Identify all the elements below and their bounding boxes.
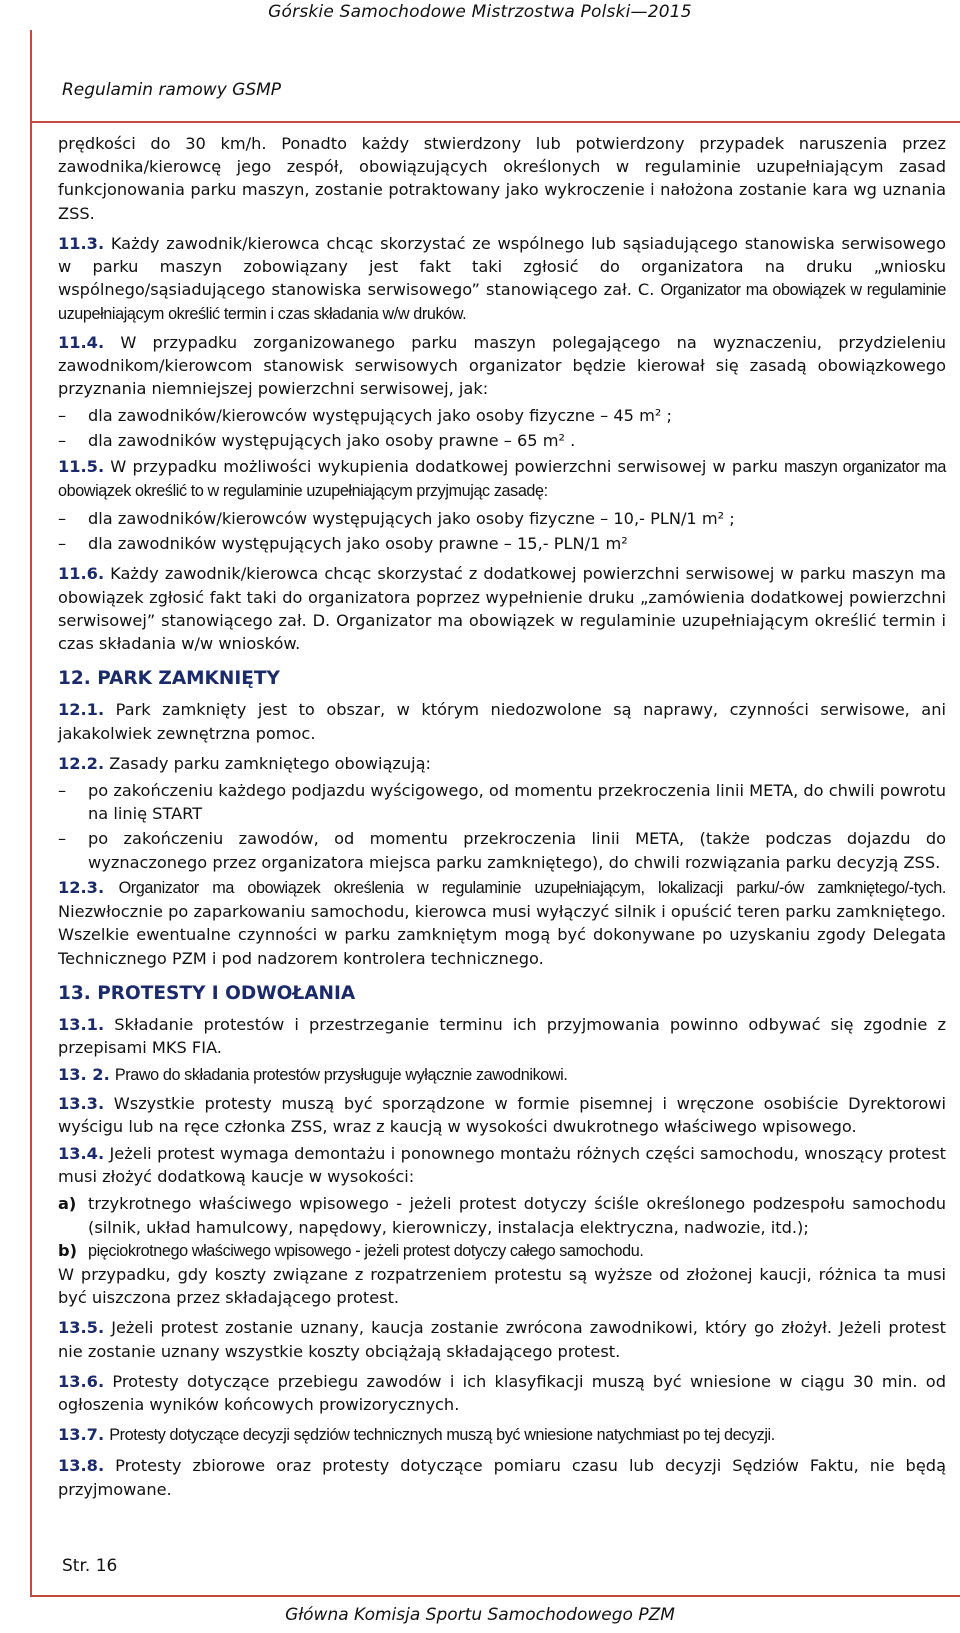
section-13-4-note: W przypadku, gdy koszty związane z rozpatrzeniem protestu są wyższe od złożonej kaucji, różnica ta musi być uiszczona przez składającego protest. bbox=[58, 1264, 946, 1308]
list-item: – dla zawodników występujących jako osoby prawne – 15,- PLN/1 m² bbox=[58, 534, 628, 554]
section-12-1: 12.1. Park zamknięty jest to obszar, w którym niedozwolone są naprawy, czynności serwisowe, ani jakakolwiek zewnętrzna pomoc. bbox=[58, 700, 946, 743]
header-subtitle: Regulamin ramowy GSMP bbox=[62, 80, 282, 100]
footer-title: Główna Komisja Sportu Samochodowego PZM bbox=[285, 1605, 675, 1625]
list-item: – po zakończeniu zawodów, od momentu przekroczenia linii META, (także podczas dojazdu do wyznaczonego przez organizatora miejsca parku zamkniętego), do chwili rozwiązania parku decyzją ZSS. bbox=[58, 829, 946, 872]
section-13-8: 13.8. Protesty zbiorowe oraz protesty dotyczące pomiaru czasu lub decyzji Sędziów Faktu, nie będą przyjmowane. bbox=[58, 1456, 946, 1499]
header-title: Górskie Samochodowe Mistrzostwa Polski—2015 bbox=[268, 2, 692, 22]
section-13-5: 13.5. Jeżeli protest zostanie uznany, kaucja zostanie zwrócona zawodnikowi, który go złożył. Jeżeli protest nie zostanie uznany wszystkie koszty obciążają składającego protest. bbox=[58, 1318, 946, 1361]
section-13-4: 13.4. Jeżeli protest wymaga demontażu i ponownego montażu różnych części samochodu, wnoszący protest musi złożyć dodatkową kaucje w wysokości: bbox=[58, 1143, 946, 1187]
header-rule bbox=[30, 121, 960, 123]
list-item: – po zakończeniu każdego podjazdu wyścigowego, od momentu przekroczenia linii META, do chwili powrotu na linię START bbox=[58, 781, 946, 824]
page-content bbox=[58, 132, 946, 1505]
heading-section-13: 13. PROTESTY I ODWOŁANIA bbox=[58, 982, 356, 1004]
left-margin-rule bbox=[30, 30, 32, 1595]
section-13-6: 13.6. Protesty dotyczące przebiegu zawodów i ich klasyfikacji muszą być wniesione w ciągu 30 min. od ogłoszenia wyników końcowych prowizorycznych. bbox=[58, 1371, 946, 1414]
footer-rule bbox=[30, 1595, 960, 1597]
section-11-5: 11.5. W przypadku możliwości wykupienia dodatkowej powierzchni serwisowej w parku maszyn organizator ma obowiązek określić to w regulaminie uzupełniającym przyjmując zasadę: bbox=[58, 456, 947, 500]
section-13-2: 13. 2. Prawo do składania protestów przysługuje wyłącznie zawodnikowi. bbox=[58, 1065, 568, 1085]
section-13-1: 13.1. Składanie protestów i przestrzeganie terminu ich przyjmowania powinno odbywać się zgodnie z przepisami MKS FIA. bbox=[58, 1014, 946, 1058]
list-item: – dla zawodników występujących jako osoby prawne – 65 m² . bbox=[58, 431, 576, 451]
section-11-3: 11.3. Każdy zawodnik/kierowca chcąc skorzystać ze wspólnego lub sąsiadującego stanowiska serwisowego w parku maszyn zobowiązany jest fakt taki zgłosić do organizatora na druku „wniosku wspólnego/sąsiadującego stanowiska serwisowego” stanowiącego zał. C. Organizator ma obowiązek w regulaminie uzupełniającym określić termin i czas składania w/w druków. bbox=[58, 233, 946, 324]
page-number: Str. 16 bbox=[62, 1556, 118, 1576]
list-item: a) trzykrotnego właściwego wpisowego - jeżeli protest dotyczy ściśle określonego podzespołu samochodu (silnik, układ hamulcowy, napędowy, kierowniczy, instalacja elektryczna, nadwozie, itd.); bbox=[58, 1194, 946, 1237]
section-11-6: 11.6. Każdy zawodnik/kierowca chcąc skorzystać z dodatkowej powierzchni serwisowej w parku maszyn ma obowiązek zgłosić fakt taki do organizatora poprzez wypełnienie druku „zamówienia dodatkowej powierzchni serwisowej” stanowiącego zał. D. Organizator ma obowiązek w regulaminie uzupełniającym określić termin i czas składania w/w wniosków. bbox=[58, 564, 946, 654]
list-item: – dla zawodników/kierowców występujących jako osoby fizyczne – 45 m² ; bbox=[58, 406, 672, 426]
section-12-3: 12.3. Organizator ma obowiązek określenia w regulaminie uzupełniającym, lokalizacji parku/-ów zamkniętego/-tych. Niezwłocznie po zaparkowaniu samochodu, kierowca musi wyłączyć silnik i opuścić teren parku zamkniętego. Wszelkie ewentualne czynności w parku zamkniętym mogą być dokonywane po uzyskaniu zgody Delegata Technicznego PZM i pod nadzorem kontrolera technicznego. bbox=[58, 877, 946, 968]
section-13-3: 13.3. Wszystkie protesty muszą być sporządzone w formie pisemnej i wręczone osobiście Dyrektorowi wyścigu lub na ręce członka ZSS, wraz z kaucją w wysokości dwukrotnego właściwego wpisowego. bbox=[58, 1093, 946, 1136]
section-11-4: 11.4. W przypadku zorganizowanego parku maszyn polegającego na wyznaczeniu, przydzieleniu zawodnikom/kierowcom stanowisk serwisowych organizator będzie kierował się zasadą obowiązkowego przyznania niemniejszej powierzchni serwisowej, jak: bbox=[58, 332, 946, 399]
section-13-7: 13.7. Protesty dotyczące decyzji sędziów technicznych muszą być wniesione natychmiast po tej decyzji. bbox=[58, 1425, 775, 1445]
list-item: – dla zawodników/kierowców występujących jako osoby fizyczne – 10,- PLN/1 m² ; bbox=[58, 509, 735, 529]
paragraph-continued: prędkości do 30 km/h. Ponadto każdy stwierdzony lub potwierdzony przypadek naruszenia przez zawodnika/kierowcę jego zespół, obowiązujących określonych w regulaminie uzupełniającym zasad funkcjonowania parku maszyn, zostanie potraktowany jako wykroczenie i nałożona zostanie kara wg uznania ZSS. bbox=[58, 134, 946, 223]
section-12-2: 12.2. Zasady parku zamkniętego obowiązują: bbox=[58, 753, 432, 773]
list-item: b) pięciokrotnego właściwego wpisowego - jeżeli protest dotyczy całego samochodu. bbox=[58, 1240, 644, 1260]
heading-section-12: 12. PARK ZAMKNIĘTY bbox=[58, 668, 280, 690]
